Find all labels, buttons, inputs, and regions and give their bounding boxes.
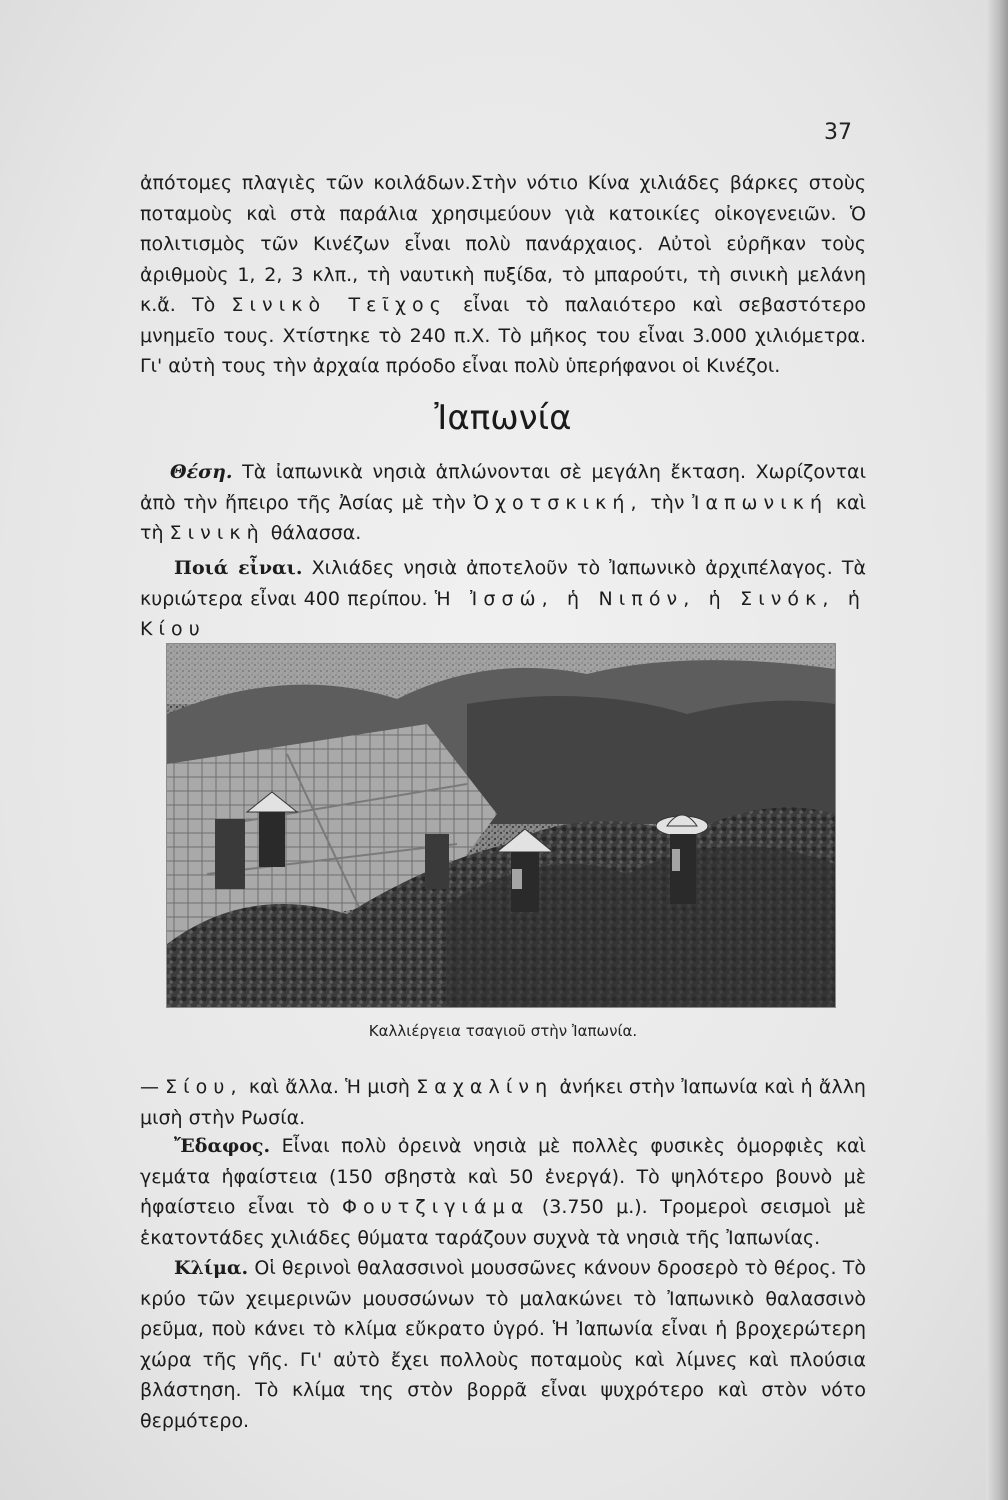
fujiyama-term: Φουτζιγιάμα [341,1196,530,1218]
china-sea-term: Σινικὴ [169,522,265,544]
paragraph-location [140,457,866,549]
paragraph-terrain [140,1131,866,1253]
islands-names: Ἡ Ἰσσώ, ἡ Νιπόν, ἡ Σινόκ, ἡ Κίου [140,587,866,640]
islands-text: Χιλιάδες νησιὰ ἀποτελοῦν τὸ Ἰαπωνικὸ ἀρχιπέλαγος. Τὰ κυριώτερα εἶναι 400 περίπου. [140,557,866,610]
kyushu-shikoku-term: —Σίου, [140,1076,243,1098]
location-mid: τὴν [650,491,685,514]
continuation-text: καὶ ἄλλα. Ἡ μισὴ [248,1076,410,1098]
paragraph-islands [140,553,866,645]
climate-text: Οἱ θερινοὶ θαλασσινοὶ μουσσῶνες κάνουν δροσερὸ τὸ θέρος. Τὸ κρύο τῶν χειμερινῶν μουσσώνων τὸ μαλακώνει τὸ Ἰαπωνικὸ θαλασσινὸ ρεῦμα, ποὺ κάνει τὸ κλίμα εὔκρατο ὑγρό. Ἡ Ἰαπωνία εἶναι ἡ βροχερώτερη χώρα τῆς γῆς. Γι' αὐτὸ ἔχει πολλοὺς ποταμοὺς καὶ λίμνες καὶ πλούσια βλάστηση. Τὸ κλίμα της στὸν βορρᾶ εἶναι ψυχρότερο καὶ στὸν νότο θερμότερο. [140,1257,866,1432]
section-heading-japan: Ἰαπωνία [434,398,572,438]
sakhalin-term: Σαχαλίνη [416,1076,554,1098]
climate-label: Κλίμα. [174,1257,249,1279]
paragraph-china [140,168,866,382]
terrain-end: (3.750 μ.). Τρομεροὶ σεισμοὶ μὲ ἑκατοντάδες χιλιάδες θύματα ταράζουν συχνὰ τὰ νησιὰ τῆς Ἰαπωνίας. [140,1196,867,1249]
terrain-text: Εἶναι πολὺ ὀρεινὰ νησιὰ μὲ πολλὲς φυσικὲς ὀμορφιὲς καὶ γεμάτα ἡφαίστεια (150 σβηστὰ καὶ 50 ἐνεργά). Τὸ ψηλότερο βουνὸ μὲ ἡφαίστειο εἶναι τὸ [140,1135,866,1218]
location-end: θάλασσα. [270,522,362,544]
paragraph-china-rest: εἶναι τὸ παλαιότερο καὶ σεβαστότερο μνημεῖο τους. Χτίστηκε τὸ 240 π.Χ. Τὸ μῆκος του εἶναι 3.000 χιλιόμετρα. Γι' αὐτὴ τους τὴν ἀρχαία πρόοδο εἶναι πολὺ ὑπερήφανοι οἱ Κινέζοι. [140,294,867,377]
page-number: 37 [824,120,852,145]
location-text: Τὰ ἰαπωνικὰ νησιὰ ἁπλώνονται σὲ μεγάλη ἔκταση. Χωρίζονται ἀπὸ τὴν ἤπειρο τῆς Ἀσίας μὲ τὴν [140,461,866,514]
paragraph-continuation [140,1072,866,1133]
terrain-label: Ἔδαφος. [174,1135,271,1157]
continuation-end: ἀνήκει στὴν Ἰαπωνία καὶ ἡ ἄλλη μισὴ στὴν Ρωσία. [140,1076,866,1129]
paragraph-china-text: ἀπότομες πλαγιὲς τῶν κοιλάδων.Στὴν νότιο Κίνα χιλιάδες βάρκες στοὺς ποταμοὺς καὶ στὰ παράλια χρησιμεύουν γιὰ κατοικίες οἰκογενειῶν. Ὁ πολιτισμὸς τῶν Κινέζων εἶναι πολὺ πανάρχαιος. Αὐτοὶ εὐρῆκαν τοὺς ἀριθμοὺς 1, 2, 3 κλπ., τὴ ναυτικὴ πυξίδα, τὸ μπαρούτι, τὴ σινικὴ μελάνη κ.ἄ. Τὸ [140,172,866,316]
islands-label: Ποιά εἶναι. [174,557,303,579]
location-and: καὶ τὴ [140,491,866,544]
okhotsk-sea-term: Ὀχοτσκική, [473,491,643,514]
great-wall-term: Σινικὸ Τεῖχος [231,294,447,316]
photo-caption: Καλλιέργεια τσαγιοῦ στὴν Ἰαπωνία. [368,1022,638,1040]
paragraph-climate [140,1253,866,1436]
page-spine-shadow [986,0,1008,1500]
japan-sea-term: Ἰαπωνική [692,491,829,514]
tea-plantation-photo [166,643,836,1008]
location-label: Θέση. [170,461,233,483]
